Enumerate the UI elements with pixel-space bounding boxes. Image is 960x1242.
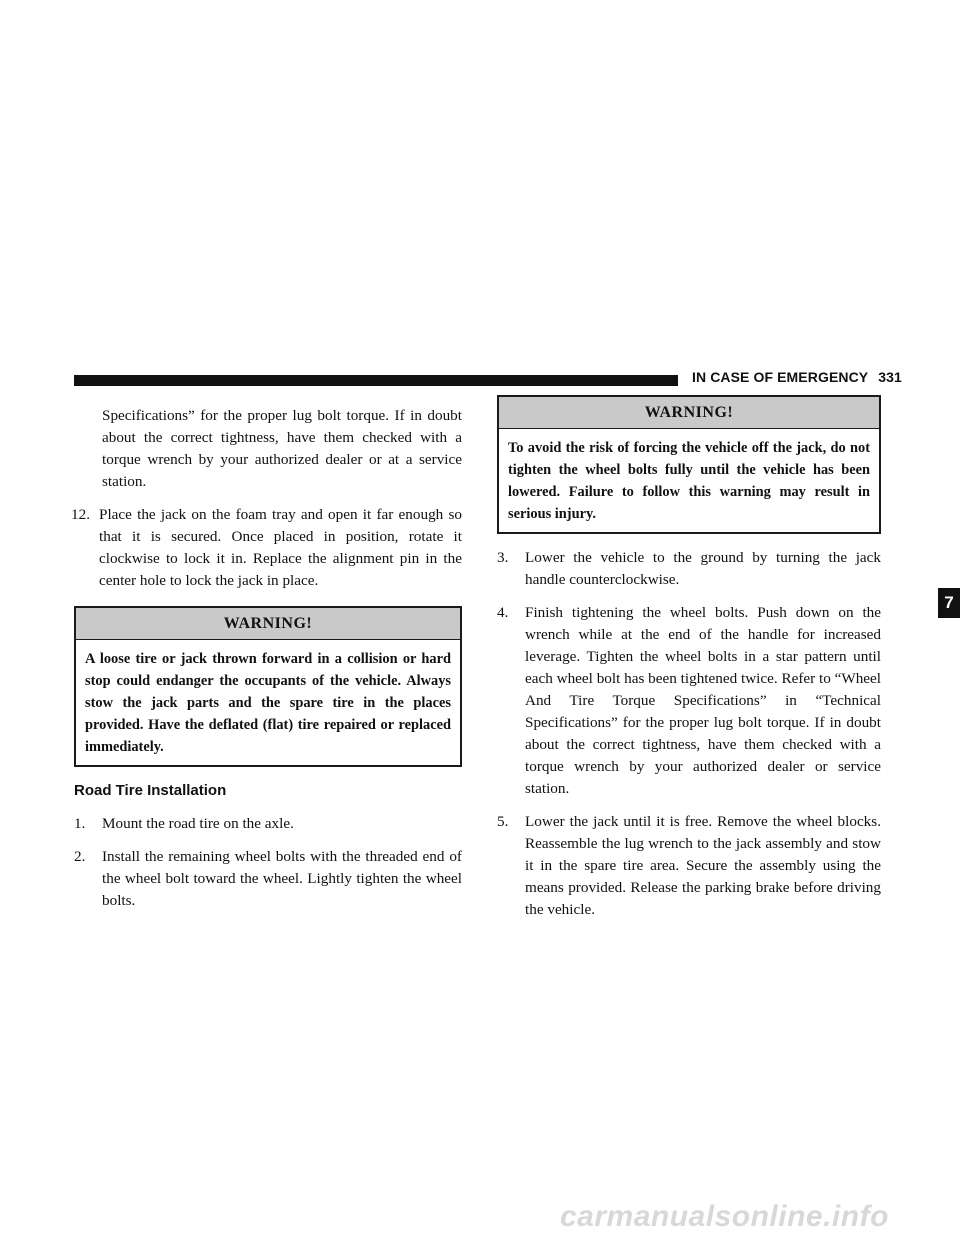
warning-title: WARNING! xyxy=(499,397,879,429)
step-1 xyxy=(74,813,462,835)
step-number: 5. xyxy=(497,813,509,830)
step-text: Lower the jack until it is free. Remove the wheel blocks. Reassemble the lug wrench to the jack assembly and stow it in the spare tire area. Secure the assembly using the means provided. Release the parking brake before driving the vehicle. xyxy=(525,813,881,918)
continued-paragraph: Specifications” for the proper lug bolt torque. If in doubt about the correct tightness, have them checked with a torque wrench by your authorized dealer or at a service station. xyxy=(102,407,462,490)
page-number: 331 xyxy=(878,369,902,385)
step-3 xyxy=(497,547,881,591)
step-number: 2. xyxy=(74,848,86,865)
left-column xyxy=(71,405,462,923)
step-text: Finish tightening the wheel bolts. Push down on the wrench while at the end of the handle for increased leverage. Tighten the wheel bolts in a star pattern until each wheel bolt has been tightened twice. Refer to “Wheel And Tire Torque Specifications” in “Technical Specifications” for the proper lug bolt torque. If in doubt about the correct tightness, have them checked with a torque wrench by your authorized dealer or service station. xyxy=(525,604,881,797)
watermark-logo: carmanualsonline.info xyxy=(560,1200,889,1233)
step-4 xyxy=(497,602,881,800)
header-rule xyxy=(74,375,678,386)
section-heading: Road Tire Installation xyxy=(74,782,227,799)
warning-body: To avoid the risk of forcing the vehicle off the jack, do not tighten the wheel bolts fully until the vehicle has been lowered. Failure to follow this warning may result in serious injury. xyxy=(508,440,870,522)
step-text: Install the remaining wheel bolts with the threaded end of the wheel bolt toward the wheel. Lightly tighten the wheel bolts. xyxy=(102,848,462,909)
step-12 xyxy=(71,504,462,592)
warning-box-jack-stow xyxy=(74,606,462,767)
step-text: Place the jack on the foam tray and open it far enough so that it is secured. Once placed in position, rotate it clockwise to lock it in. Replace the alignment pin in the center hole to lock the jack in place. xyxy=(99,506,462,589)
warning-box-wheel-bolts xyxy=(497,395,881,534)
step-number: 12. xyxy=(71,506,90,523)
step-number: 4. xyxy=(497,604,509,621)
section-title: IN CASE OF EMERGENCY xyxy=(692,369,869,385)
step-text: Mount the road tire on the axle. xyxy=(102,815,294,832)
step-text: Lower the vehicle to the ground by turning the jack handle counterclockwise. xyxy=(525,549,881,588)
warning-title: WARNING! xyxy=(76,608,460,640)
step-5 xyxy=(497,811,881,921)
step-number: 1. xyxy=(74,815,86,832)
chapter-tab: 7 xyxy=(938,588,960,618)
warning-body: A loose tire or jack thrown forward in a collision or hard stop could endanger the occupants of the vehicle. Always stow the jack parts and the spare tire in the places provided. Have the deflated (flat) tire repaired or replaced immediately. xyxy=(85,651,451,755)
step-2 xyxy=(74,846,462,912)
running-header xyxy=(692,369,902,385)
right-column xyxy=(497,395,881,932)
step-number: 3. xyxy=(497,549,509,566)
